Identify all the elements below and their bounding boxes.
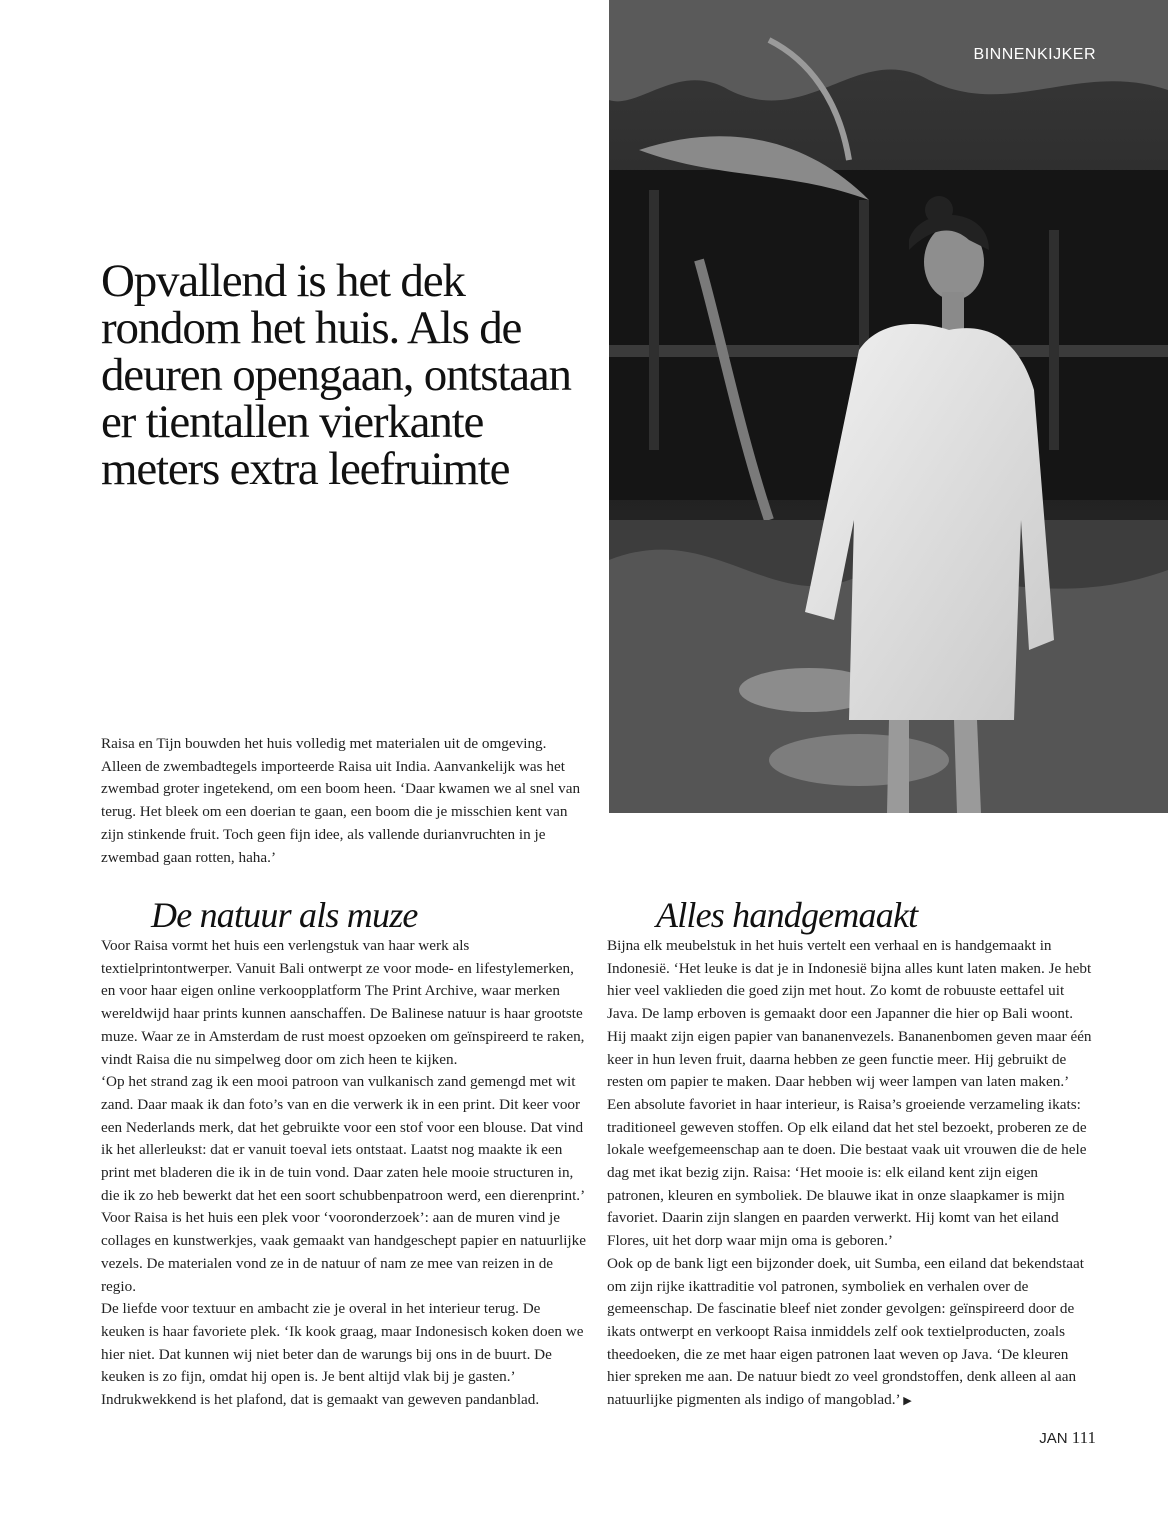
right-column	[607, 935, 1092, 1413]
pull-quote: Opvallend is het dek rondom het huis. Als de deuren opengaan, ontstaan er tientallen vierkante meters extra leefruimte	[101, 255, 571, 495]
paragraph: Bijna elk meubelstuk in het huis vertelt een verhaal en is handgemaakt in Indonesië. ‘Het leuke is dat je in Indonesië bijna alles kunt laten maken. Je hebt hier veel vaklieden die goed zijn met hout. Zo komt de robuuste eettafel uit Java. De lamp erboven is gemaakt door een Japanner die hier op Bali woont. Hij maakt zijn eigen papier van bananenvezels. Bananenbomen geven maar één keer in hun leven fruit, daarna hebben ze geen functie meer. Hij gebruikt de resten om papier te maken. Daar hebben wij weer lampen van laten maken.’	[607, 937, 1092, 1091]
heading-natuur-als-muze: De natuur als muze	[151, 895, 418, 935]
paragraph: Voor Raisa is het huis een plek voor ‘vooronderzoek’: aan de muren vind je collages en kunstwerkjes, vaak gemaakt van handgeschept papier en natuurlijke vezels. De materialen vond ze in de natuur of nam ze mee van reizen in de regio.	[101, 1209, 586, 1295]
paragraph: ‘Op het strand zag ik een mooi patroon van vulkanisch zand gemengd met wit zand. Daar maak ik dan foto’s van en die verwerk ik in een print. Dit keer voor een Nederlands merk, dat het gebruikte voor een stof voor een blouse. Dat vind ik het allerleukst: dat er vanuit toeval iets ontstaat. Laatst nog maakte ik een print met bladeren die ik in de tuin vond. Daar zaten hele mooie structuren in, die ik zo heb bewerkt dat het een soort schubbenpatroon werd, een dierenprint.’	[101, 1073, 586, 1204]
page-folio	[1039, 1428, 1096, 1448]
paragraph	[607, 1253, 1092, 1413]
folio-month: JAN	[1039, 1430, 1068, 1447]
paragraph-text: Ook op de bank ligt een bijzonder doek, uit Sumba, een eiland dat bekendstaat om zijn rijke ikattraditie vol patronen, symboliek en verhalen over de gemeenschap. De fascinatie bleef niet zonder gevolgen: geïnspireerd door de ikats ontwerpt en verkoopt Raisa inmiddels zelf ook textielproducten, zoals theedoeken, die ze met haar eigen patronen laat weven op Java. ‘De kleuren hier spreken me aan. De natuur biedt zo veel grondstoffen, denk alleen al aan natuurlijke pigmenten als indigo of mangoblad.’	[607, 1254, 1085, 1409]
woman-in-garden-photo	[609, 0, 1168, 813]
section-label: BINNENKIJKER	[973, 46, 1096, 63]
page-number: 111	[1071, 1428, 1096, 1447]
heading-alles-handgemaakt: Alles handgemaakt	[656, 895, 918, 935]
paragraph: De liefde voor textuur en ambacht zie je overal in het interieur terug. De keuken is haar favoriete plek. ‘Ik kook graag, maar Indonesisch koken doen we hier niet. Dat kunnen wij niet beter dan de warungs bij ons in de buurt. De keuken is zo fijn, omdat hij open is. Je bent altijd vlak bij je gasten.’ Indrukwekkend is het plafond, dat is gemaakt van geweven pandanblad.	[101, 1300, 584, 1409]
hero-photo	[609, 0, 1168, 813]
end-mark-icon: ▶	[903, 1395, 912, 1408]
intro-paragraph: Raisa en Tijn bouwden het huis volledig met materialen uit de omgeving. Alleen de zwembadtegels importeerde Raisa uit India. Aanvankelijk was het zwembad groter ingetekend, om een boom heen. ‘Daar kwamen we al snel van terug. Het bleek om een doerian te gaan, een boom die je misschien kent van zijn stinkende fruit. Toch geen fijn idee, als vallende durianvruchten in je zwembad gaan rotten, haha.’	[101, 735, 581, 866]
paragraph: Een absolute favoriet in haar interieur, is Raisa’s groeiende verzameling ikats: traditioneel geweven stoffen. Op elk eiland dat het stel bezoekt, proberen ze de lokale weefgemeenschap aan te doen. Die bestaat vaak uit vrouwen die de hele dag met ikat bezig zijn. Raisa: ‘Het mooie is: elk eiland kent zijn eigen patronen, kleuren en symboliek. De blauwe ikat in onze slaapkamer is mijn favoriet. Daarin zijn slangen en paarden verwerkt. Hij komt van het eiland Flores, uit het dorp waar mijn oma is geboren.’	[607, 1095, 1087, 1250]
left-column	[101, 935, 586, 1412]
paragraph: Voor Raisa vormt het huis een verlengstuk van haar werk als textielprintontwerper. Vanuit Bali ontwerpt ze voor mode- en lifestylemerken, en voor haar eigen online verkoopplatform The Print Archive, waar merken wereldwijd haar prints kunnen aanschaffen. De Balinese natuur is haar grootste muze. Waar ze in Amsterdam de rust moest opzoeken om geïnspireerd te raken, vindt Raisa die nu simpelweg door om zich heen te kijken.	[101, 937, 585, 1068]
